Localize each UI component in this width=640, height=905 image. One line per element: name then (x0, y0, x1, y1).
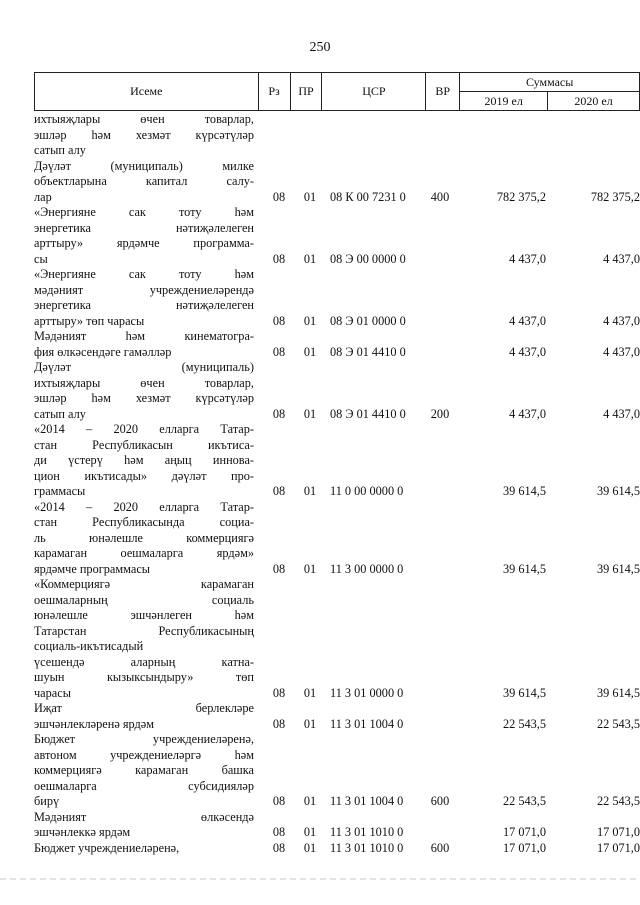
cell-csr: 08 К 00 7231 0 (330, 189, 406, 204)
cell-vr: 600 (430, 794, 450, 808)
header-name: Исеме (35, 73, 259, 111)
cell-rz: 08 (272, 251, 286, 266)
cell-s2020: 39 614,5 (596, 685, 640, 700)
row-name-line: цион икътисады» дәүләт про- (34, 468, 254, 483)
row-name-line: сатып алу (34, 143, 86, 157)
cell-s2020: 22 543,5 (596, 716, 640, 731)
cell-csr: 08 Э 00 0000 0 (330, 251, 406, 266)
table-row (34, 112, 640, 159)
cell-s2020: 17 071,0 (596, 825, 640, 839)
row-name-line: «Энергияне сак тоту һәм (34, 205, 254, 219)
cell-s2019: 39 614,5 (502, 685, 546, 700)
row-name-line: объектларына капитал салу- (34, 174, 254, 188)
cell-pr: 01 (303, 313, 317, 328)
row-name-line: оешмаларга субсидияләр (34, 778, 254, 793)
header-year-2019: 2019 ел (460, 92, 548, 111)
cell-csr: 11 3 01 1010 0 (330, 840, 404, 855)
row-name-line: фия өлкәсендәге гамәлләр (34, 344, 172, 359)
row-name-line: «2014 – 2020 елларга Татар- (34, 499, 254, 514)
table-row (34, 159, 640, 206)
row-name-line: граммасы (34, 484, 86, 498)
cell-pr: 01 (303, 484, 317, 498)
cell-rz: 08 (272, 313, 286, 328)
row-name-line: «Коммерциягә карамаган (34, 577, 254, 591)
cell-pr: 01 (303, 561, 317, 576)
table-row (34, 810, 640, 841)
row-name-line: эшчәнлекләренә ярдәм (34, 716, 154, 731)
table-row (34, 701, 640, 732)
cell-pr: 01 (303, 685, 317, 700)
cell-s2020: 4 437,0 (603, 313, 640, 328)
cell-s2020: 22 543,5 (596, 794, 640, 808)
cell-s2020: 782 375,2 (590, 189, 640, 204)
table-row (34, 205, 640, 267)
cell-s2019: 17 071,0 (502, 825, 546, 839)
row-name-line: лар (34, 189, 52, 204)
cell-s2020: 17 071,0 (596, 840, 640, 855)
row-name-line: сатып алу (34, 406, 86, 421)
row-name-line: ди үстерү һәм аңыц иннова- (34, 453, 254, 467)
cell-vr: 600 (430, 840, 450, 855)
cell-rz: 08 (272, 344, 286, 359)
table-row (34, 841, 640, 857)
cell-s2020: 39 614,5 (596, 561, 640, 576)
row-name-line: оешмаларның социаль (34, 592, 254, 607)
page-number: 250 (309, 40, 331, 55)
cell-rz: 08 (272, 484, 286, 498)
scan-artifact-line (0, 878, 640, 880)
cell-csr: 11 3 01 0000 0 (330, 685, 404, 700)
cell-s2020: 4 437,0 (603, 406, 640, 421)
cell-csr: 08 Э 01 4410 0 (330, 344, 406, 359)
header-csr: ЦСР (322, 73, 426, 111)
cell-rz: 08 (272, 840, 286, 855)
row-name-line: Мәдәният һәм кинематогра- (34, 329, 254, 343)
row-name-line: стан Республикасын икътиса- (34, 437, 254, 452)
cell-pr: 01 (303, 716, 317, 731)
cell-pr: 01 (303, 825, 317, 839)
table-row (34, 267, 640, 329)
table-row (34, 329, 640, 360)
row-name-line: Дәүләт (муниципаль) милке (34, 158, 254, 173)
table-row (34, 732, 640, 810)
row-name-line: энергетика нәтиҗәлелеген (34, 220, 254, 235)
table-row (34, 422, 640, 500)
header-vr: ВР (426, 73, 460, 111)
table-row (34, 577, 640, 701)
cell-vr: 400 (430, 189, 450, 204)
row-name-line: энергетика нәтиҗәлелеген (34, 298, 254, 312)
row-name-line: мәдәният учреждениеләрендә (34, 282, 254, 297)
row-name-line: ихтыяҗлары өчен товарлар, (34, 375, 254, 390)
row-name-line: социаль-икътисадый (34, 639, 144, 653)
row-name-line: Бюджет учреждениеләренә, (34, 732, 254, 746)
cell-s2019: 4 437,0 (509, 251, 546, 266)
cell-csr: 08 Э 01 4410 0 (330, 406, 406, 421)
row-name-line: үсешендә аларның катна- (34, 654, 254, 669)
row-name-line: эшчәнлеккә ярдәм (34, 825, 131, 839)
cell-rz: 08 (272, 794, 286, 808)
table-row (34, 500, 640, 578)
row-name-line: арттыру» төп чарасы (34, 313, 145, 328)
row-name-line: «2014 – 2020 елларга Татар- (34, 422, 254, 436)
cell-csr: 08 Э 01 0000 0 (330, 313, 406, 328)
cell-s2019: 22 543,5 (502, 716, 546, 731)
cell-csr: 11 3 01 1004 0 (330, 794, 404, 808)
cell-rz: 08 (272, 825, 286, 839)
cell-s2019: 17 071,0 (502, 840, 546, 855)
row-name-line: ль юнәлешле коммерциягә (34, 530, 254, 545)
header-pr: ПР (290, 73, 322, 111)
cell-rz: 08 (272, 406, 286, 421)
cell-s2019: 39 614,5 (502, 561, 546, 576)
cell-pr: 01 (303, 406, 317, 421)
row-name-line: карамаган оешмаларга ярдәм» (34, 546, 254, 560)
header-rz: Рз (258, 73, 290, 111)
cell-pr: 01 (303, 344, 317, 359)
cell-vr: 200 (430, 406, 450, 421)
row-name-line: арттыру» ярдәмче программа- (34, 236, 254, 250)
row-name (34, 577, 254, 701)
row-name-line: эшләр һәм хезмәт күрсәтүләр (34, 391, 254, 405)
cell-s2019: 782 375,2 (496, 189, 546, 204)
cell-s2020: 4 437,0 (603, 251, 640, 266)
cell-s2020: 4 437,0 (603, 344, 640, 359)
cell-s2019: 22 543,5 (502, 794, 546, 808)
row-name-line: эшләр һәм хезмәт күрсәтүләр (34, 127, 254, 142)
cell-pr: 01 (303, 251, 317, 266)
row-name-line: стан Республикасында социа- (34, 515, 254, 529)
row-name-line: ихтыяҗлары өчен товарлар, (34, 112, 254, 126)
row-name-line: Бюджет учреждениеләренә, (34, 840, 180, 855)
header-year-2020: 2020 ел (548, 92, 640, 111)
cell-rz: 08 (272, 685, 286, 700)
row-name-line: автоном учреждениеләргә һәм (34, 747, 254, 762)
row-name-line: Татарстан Республикасының (34, 623, 254, 638)
table-header (34, 72, 640, 111)
row-name-line: сы (34, 251, 48, 266)
row-name-line: шуын кызыксындыру» төп (34, 670, 254, 684)
cell-rz: 08 (272, 716, 286, 731)
cell-pr: 01 (303, 840, 317, 855)
cell-rz: 08 (272, 561, 286, 576)
row-name-line: Мәдәният өлкәсендә (34, 809, 254, 824)
row-name-line: бирү (34, 794, 60, 808)
row-name-line: «Энергияне сак тоту һәм (34, 267, 254, 281)
cell-s2019: 4 437,0 (509, 406, 546, 421)
cell-s2019: 4 437,0 (509, 344, 546, 359)
cell-csr: 11 3 01 1010 0 (330, 825, 404, 839)
cell-csr: 11 0 00 0000 0 (330, 484, 404, 498)
table-row (34, 360, 640, 422)
row-name-line: Иҗат берлекләре (34, 701, 254, 715)
header-sums: Суммасы (460, 73, 640, 92)
cell-pr: 01 (303, 794, 317, 808)
row-name-line: чарасы (34, 685, 71, 700)
row-name-line: юнәлешле эшчәнлеген һәм (34, 608, 254, 622)
table-body (34, 112, 640, 856)
cell-pr: 01 (303, 189, 317, 204)
row-name-line: Дәүләт (муниципаль) (34, 360, 254, 374)
cell-csr: 11 3 01 1004 0 (330, 716, 404, 731)
cell-s2020: 39 614,5 (596, 484, 640, 498)
cell-s2019: 4 437,0 (509, 313, 546, 328)
row-name-line: ярдәмче программасы (34, 561, 151, 576)
cell-rz: 08 (272, 189, 286, 204)
cell-s2019: 39 614,5 (502, 484, 546, 498)
cell-csr: 11 3 00 0000 0 (330, 561, 404, 576)
row-name-line: коммерциягә карамаган башка (34, 763, 254, 777)
